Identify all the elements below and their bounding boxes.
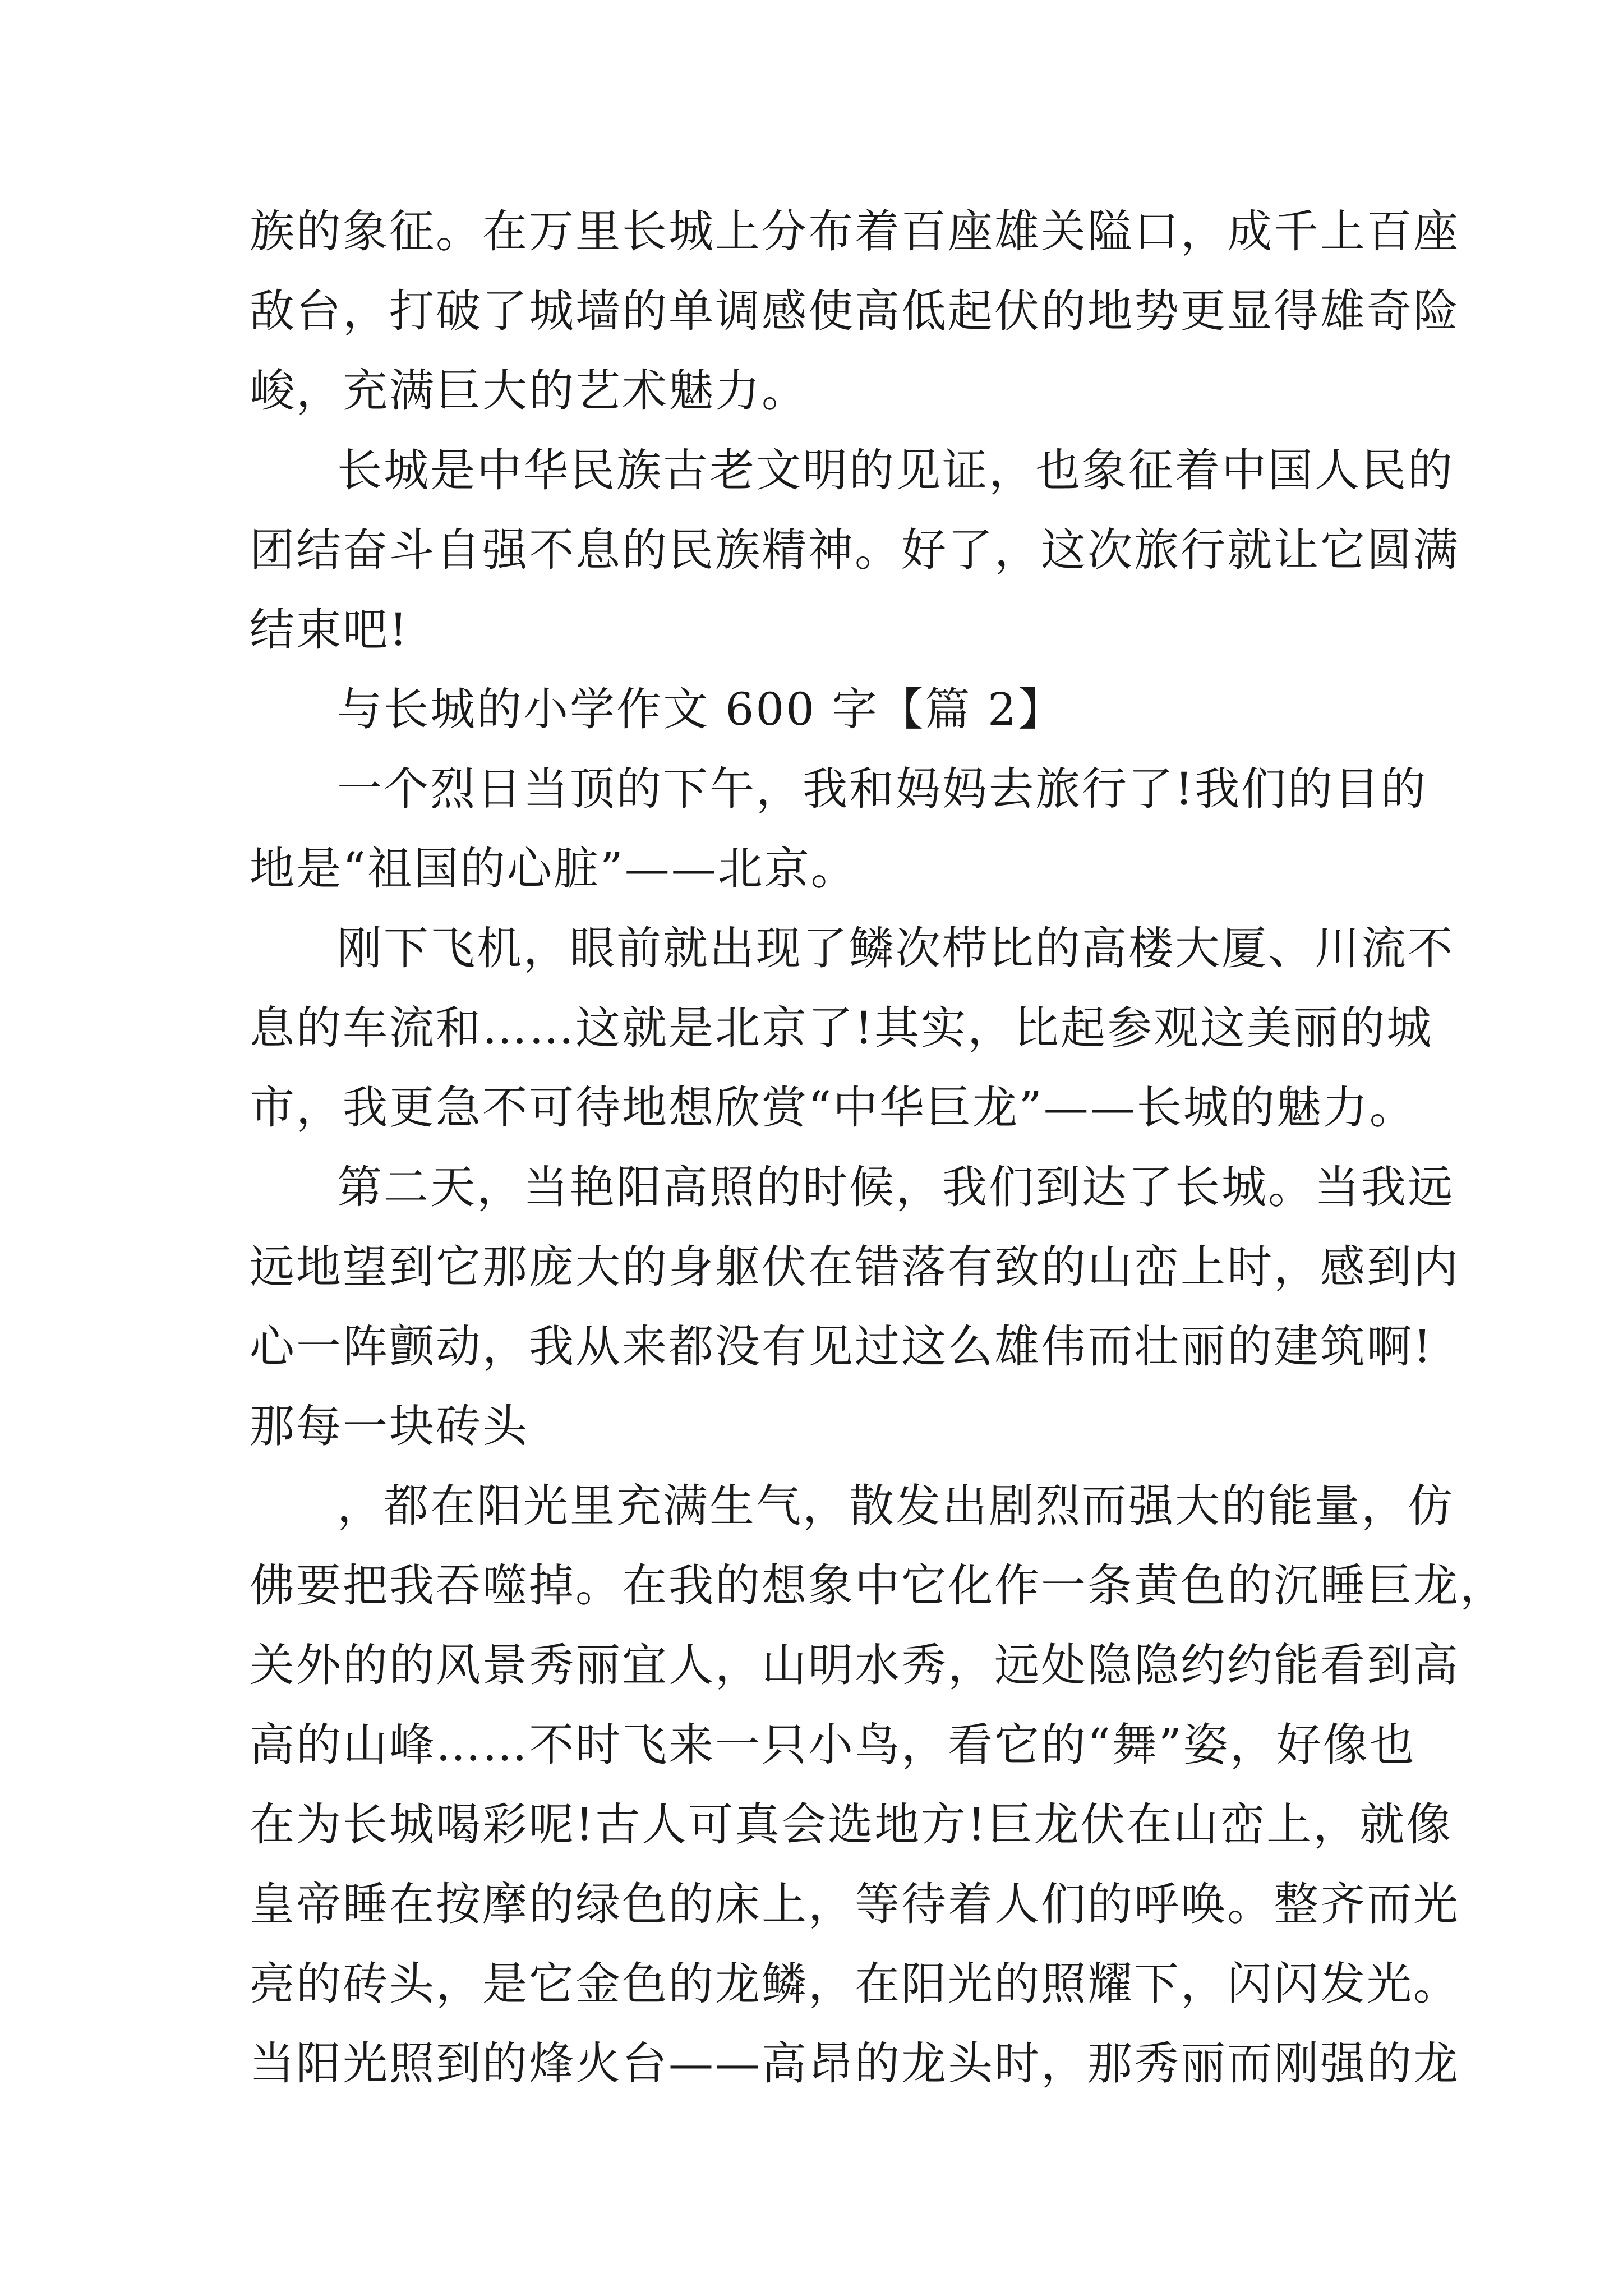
paragraph-start-line: 长城是中华民族古老文明的见证，也象征着中国人民的 xyxy=(337,444,1454,496)
text-line: 佛要把我吞噬掉。在我的想象中它化作一条黄色的沉睡巨龙， xyxy=(250,1559,1506,1612)
text-line: 地是“祖国的心脏”——北京。 xyxy=(250,843,857,895)
text-line: 心一阵颤动，我从来都没有见过这么雄伟而壮丽的建筑啊! xyxy=(250,1320,1433,1373)
text-line: 结束吧! xyxy=(250,604,409,656)
text-line: 当阳光照到的烽火台——高昂的龙头时，那秀丽而刚强的龙 xyxy=(250,2037,1460,2090)
paragraph-start-line: 一个烈日当顶的下午，我和妈妈去旅行了!我们的目的 xyxy=(337,763,1428,815)
text-line: 在为长城喝彩呢!古人可真会选地方!巨龙伏在山峦上，就像 xyxy=(250,1798,1453,1851)
text-line: 团结奋斗自强不息的民族精神。好了，这次旅行就让它圆满 xyxy=(250,524,1460,576)
text-line: 峻，充满巨大的艺术魅力。 xyxy=(250,365,808,417)
text-line: 高的山峰……不时飞来一只小鸟，看它的“舞”姿，好像也 xyxy=(250,1719,1416,1771)
paragraph-start-line: ，都在阳光里充满生气，散发出剧烈而强大的能量，仿 xyxy=(337,1480,1454,1532)
section-heading: 与长城的小学作文 600 字【篇 2】 xyxy=(337,683,1064,735)
text-line: 敌台，打破了城墙的单调感使高低起伏的地势更显得雄奇险 xyxy=(250,285,1460,337)
text-line: 亮的砖头，是它金色的龙鳞，在阳光的照耀下，闪闪发光。 xyxy=(250,1958,1460,2010)
text-line: 息的车流和……这就是北京了!其实，比起参观这美丽的城 xyxy=(250,1002,1433,1054)
text-line: 族的象征。在万里长城上分布着百座雄关隘口，成千上百座 xyxy=(250,205,1460,257)
paragraph-start-line: 第二天，当艳阳高照的时候，我们到达了长城。当我远 xyxy=(337,1161,1454,1213)
paragraph-start-line: 刚下飞机，眼前就出现了鳞次栉比的高楼大厦、川流不 xyxy=(337,922,1454,974)
text-line: 那每一块砖头 xyxy=(250,1400,529,1452)
body-text xyxy=(250,192,1506,2104)
text-line: 皇帝睡在按摩的绿色的床上，等待着人们的呼唤。整齐而光 xyxy=(250,1878,1460,1930)
text-line: 市，我更急不可待地想欣赏“中华巨龙”——长城的魅力。 xyxy=(250,1082,1416,1134)
text-line: 远地望到它那庞大的身躯伏在错落有致的山峦上时，感到内 xyxy=(250,1241,1460,1293)
text-line: 关外的的风景秀丽宜人，山明水秀，远处隐隐约约能看到高 xyxy=(250,1639,1460,1691)
